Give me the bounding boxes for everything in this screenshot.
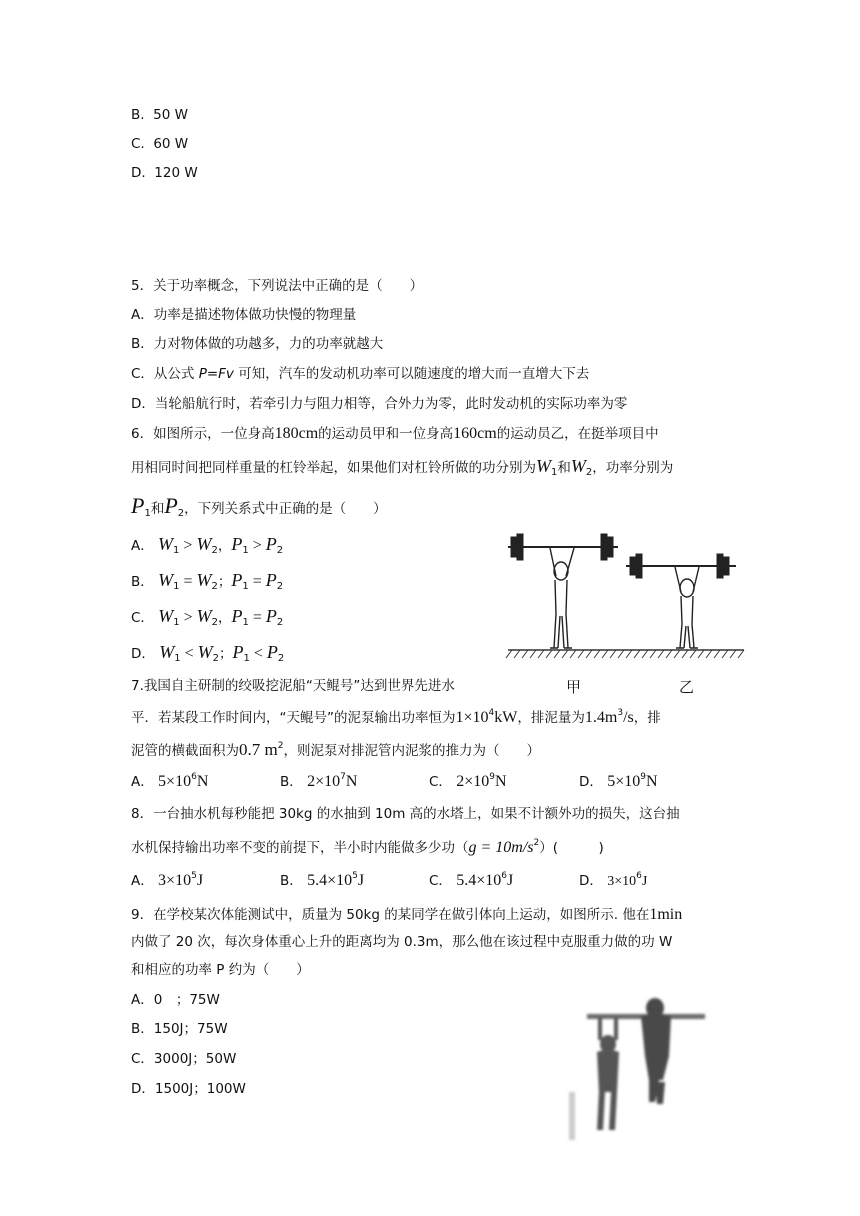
q6-stem-line3: $P_1$和$P_2$，下列关系式中正确的是（ ） xyxy=(131,493,387,519)
q6-option-a: A． $W_1 > W_2$，$P_1 > P_2$ xyxy=(131,534,284,556)
q4-option-d: D. 120 W xyxy=(131,165,198,181)
q8-option-b: B． $5.4\times 10^5J$ xyxy=(280,871,365,889)
q6-option-d: D． $W_1 < W_2$；$P_1 < P_2$ xyxy=(131,642,285,664)
q8-option-a: A． $3\times 10^5J$ xyxy=(131,871,204,889)
q9-option-d: D．1500J；100W xyxy=(131,1081,246,1097)
q8-option-c: C． $5.4\times 10^6J$ xyxy=(429,871,514,889)
q5-stem: 5．关于功率概念，下列说法中正确的是（ ） xyxy=(131,278,424,294)
q9-option-c: C．3000J；50W xyxy=(131,1051,237,1067)
q4-option-b: B. 50 W xyxy=(131,107,188,123)
ground-hatch xyxy=(506,650,744,658)
q7-option-b: B． $2\times 10^7N$ xyxy=(280,772,358,790)
q6-stem-line2: 用相同时间把同样重量的杠铃举起，如果他们对杠铃所做的功分别为$W_1$和$W_2$，功率分别为 xyxy=(131,456,674,478)
q7-stem-line3: 泥管的横截面积为0.7 $m^2$，则泥泵对排泥管内泥浆的推力为（ ） xyxy=(131,740,540,759)
q7-option-c: C． $2\times 10^9N$ xyxy=(429,772,507,790)
lifter-yi xyxy=(675,567,699,648)
lifter-jia xyxy=(550,548,574,648)
barbell-jia xyxy=(508,534,618,560)
figure-label-jia: 甲 xyxy=(566,678,582,696)
q5-option-d: D．当轮船航行时，若牵引力与阻力相等，合外力为零，此时发动机的实际功率为零 xyxy=(131,396,628,412)
q5-option-c: C．从公式 P=Fv 可知，汽车的发动机功率可以随速度的增大而一直增大下去 xyxy=(131,366,590,382)
barbell-yi xyxy=(626,554,736,578)
q8-stem-line1: 8．一台抽水机每秒能把 30kg 的水抽到 10m 高的水塔上，如果不计额外功的损失，这台抽 xyxy=(131,806,680,822)
q9-stem-line1: 9．在学校某次体能测试中，质量为 50kg 的某同学在做引体向上运动，如图所示. 他在1min xyxy=(131,906,683,923)
q9-stem-line2: 内做了 20 次，每次身体重心上升的距离均为 0.3m，那么他在该过程中克服重力做的功 W xyxy=(131,934,673,950)
pullup-figure xyxy=(565,992,715,1142)
q7-stem-line1: 7.我国自主研制的绞吸挖泥船“天鲲号”达到世界先进水 xyxy=(131,678,455,694)
q9-stem-line3: 和相应的功率 P 约为（ ） xyxy=(131,962,310,978)
q6-stem-line1: 6．如图所示，一位身高180cm的运动员甲和一位身高160cm的运动员乙，在挺举项目中 xyxy=(131,425,659,442)
weightlifters-figure xyxy=(500,526,750,676)
q7-stem-line2: 平．若某段工作时间内，“天鲲号”的泥泵输出功率恒为$1\times 10^4kW$，排泥量为$1.4m^3/s$，排 xyxy=(131,708,661,726)
q6-option-c: C． $W_1 > W_2$，$P_1 = P_2$ xyxy=(131,606,284,628)
q9-option-b: B．150J；75W xyxy=(131,1021,228,1037)
q5-option-a: A．功率是描述物体做功快慢的物理量 xyxy=(131,307,357,323)
q9-option-a: A．0 ；75W xyxy=(131,992,220,1008)
q6-option-b: B． $W_1 = W_2$；$P_1 = P_2$ xyxy=(131,570,284,592)
q8-option-d: D． $3\times 10^6J$ xyxy=(579,871,648,889)
q8-stem-line2: 水机保持输出功率不变的前提下，半小时内能做多少功$(g = 10m/s^2)$( ) xyxy=(131,838,604,856)
figure-label-yi: 乙 xyxy=(679,678,695,696)
q5-option-b: B．力对物体做的功越多，力的功率就越大 xyxy=(131,336,384,352)
q7-option-a: A． $5\times 10^6N$ xyxy=(131,772,209,790)
q7-option-d: D． $5\times 10^9N$ xyxy=(579,772,658,790)
q4-option-c: C. 60 W xyxy=(131,136,189,152)
